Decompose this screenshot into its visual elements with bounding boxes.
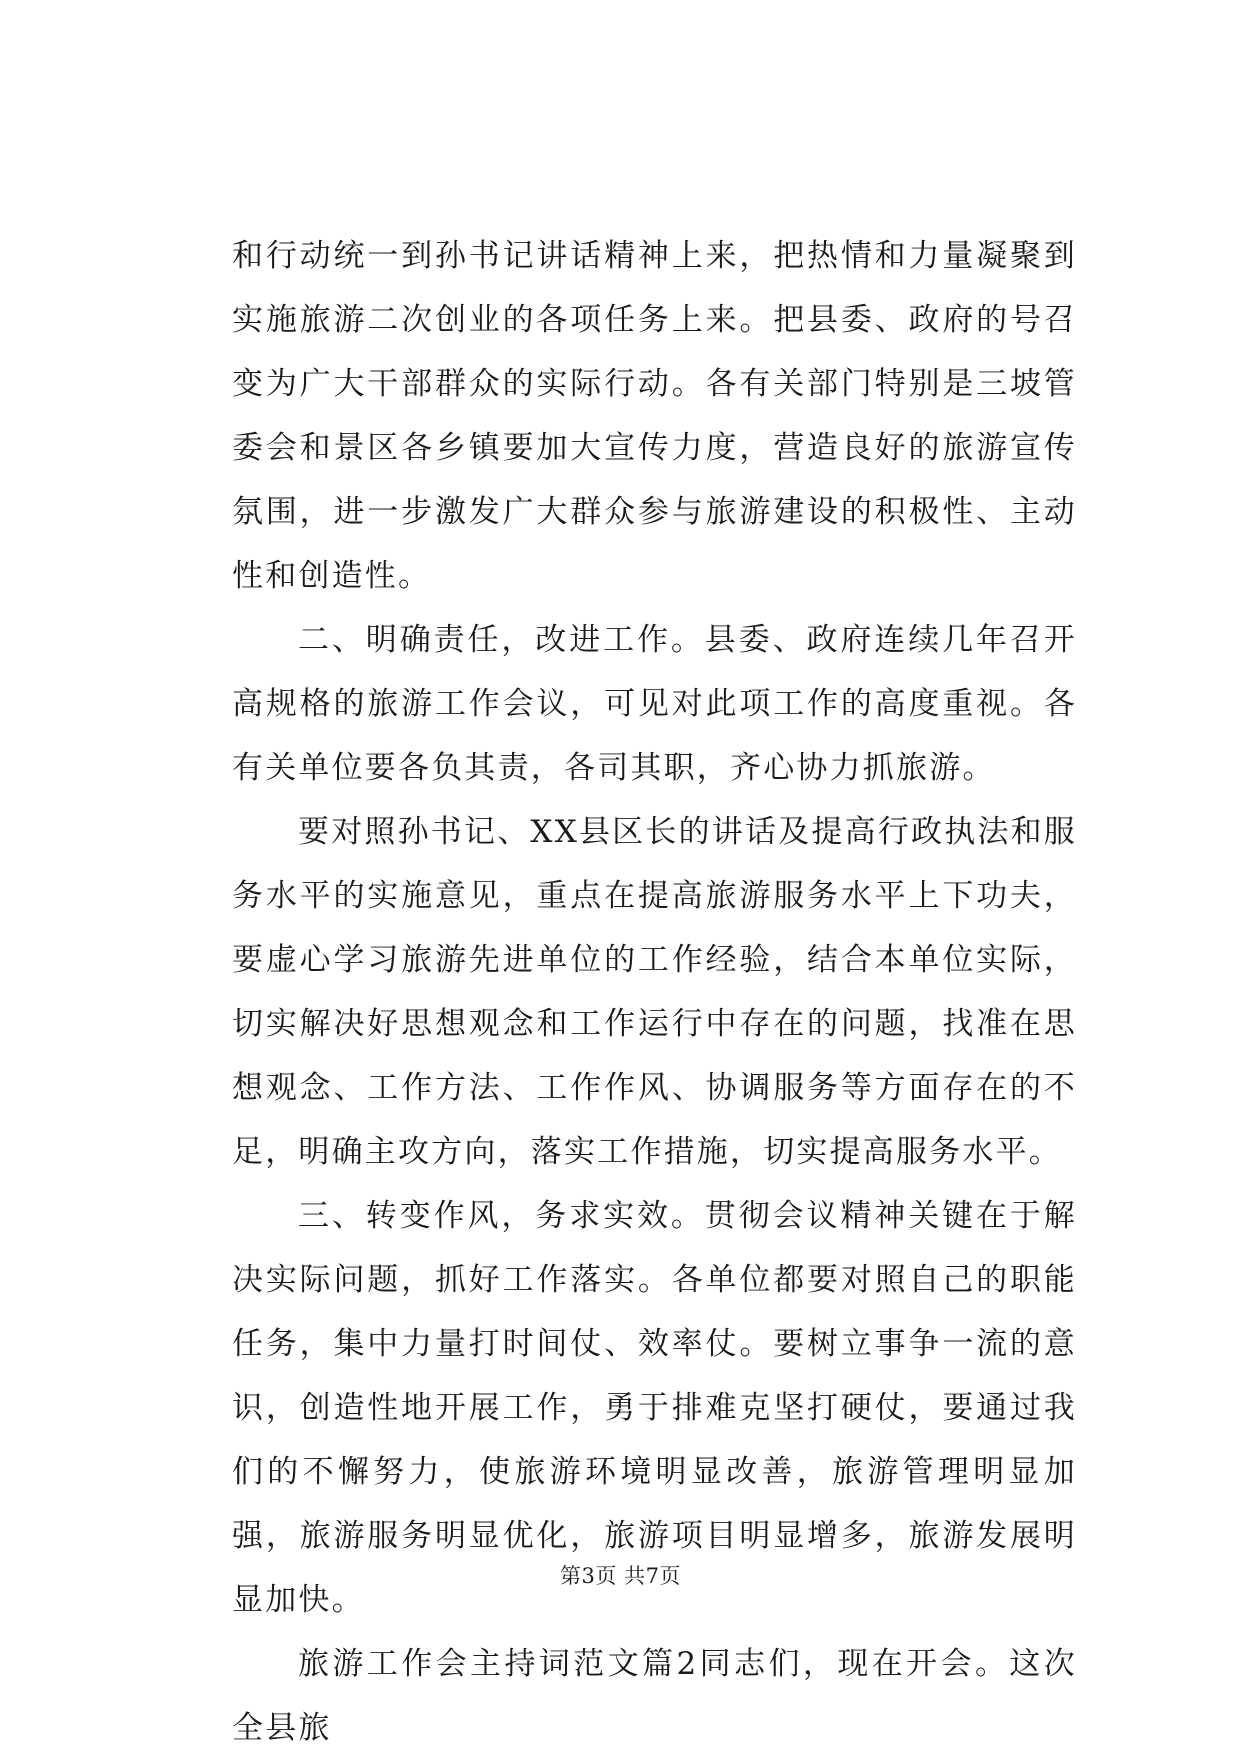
paragraph-section-three: 三、转变作风，务求实效。贯彻会议精神关键在于解决实际问题，抓好工作落实。各单位都要对照自己的职能任务，集中力量打时间仗、效率仗。要树立事争一流的意识，创造性地开展工作，勇于排难克坚打硬仗，要通过我们的不懈努力，使旅游环境明显改善，旅游管理明显加强，旅游服务明显优化，旅游项目明显增多，旅游发展明显加快。 — [232, 1198, 1077, 1618]
paragraph-continued: 和行动统一到孙书记讲话精神上来，把热情和力量凝聚到实施旅游二次创业的各项任务上来。把县委、政府的号召变为广大干部群众的实际行动。各有关部门特别是三坡管委会和景区各乡镇要加大宣传力度，营造良好的旅游宣传氛围，进一步激发广大群众参与旅游建设的积极性、主动性和创造性。 — [232, 238, 1077, 594]
page-footer: 第3页 共7页 — [560, 1564, 681, 1588]
paragraph-article-two-start: 旅游工作会主持词范文篇2同志们，现在开会。这次全县旅 — [232, 1646, 1077, 1746]
document-body — [232, 224, 1077, 1760]
paragraph-service-level: 要对照孙书记、XX县区长的讲话及提高行政执法和服务水平的实施意见，重点在提高旅游服务水平上下功夫，要虚心学习旅游先进单位的工作经验，结合本单位实际，切实解决好思想观念和工作运行中存在的问题，找准在思想观念、工作方法、工作作风、协调服务等方面存在的不足，明确主攻方向，落实工作措施，切实提高服务水平。 — [232, 814, 1077, 1170]
paragraph-section-two: 二、明确责任，改进工作。县委、政府连续几年召开高规格的旅游工作会议，可见对此项工作的高度重视。各有关单位要各负其责，各司其职，齐心协力抓旅游。 — [232, 622, 1077, 786]
